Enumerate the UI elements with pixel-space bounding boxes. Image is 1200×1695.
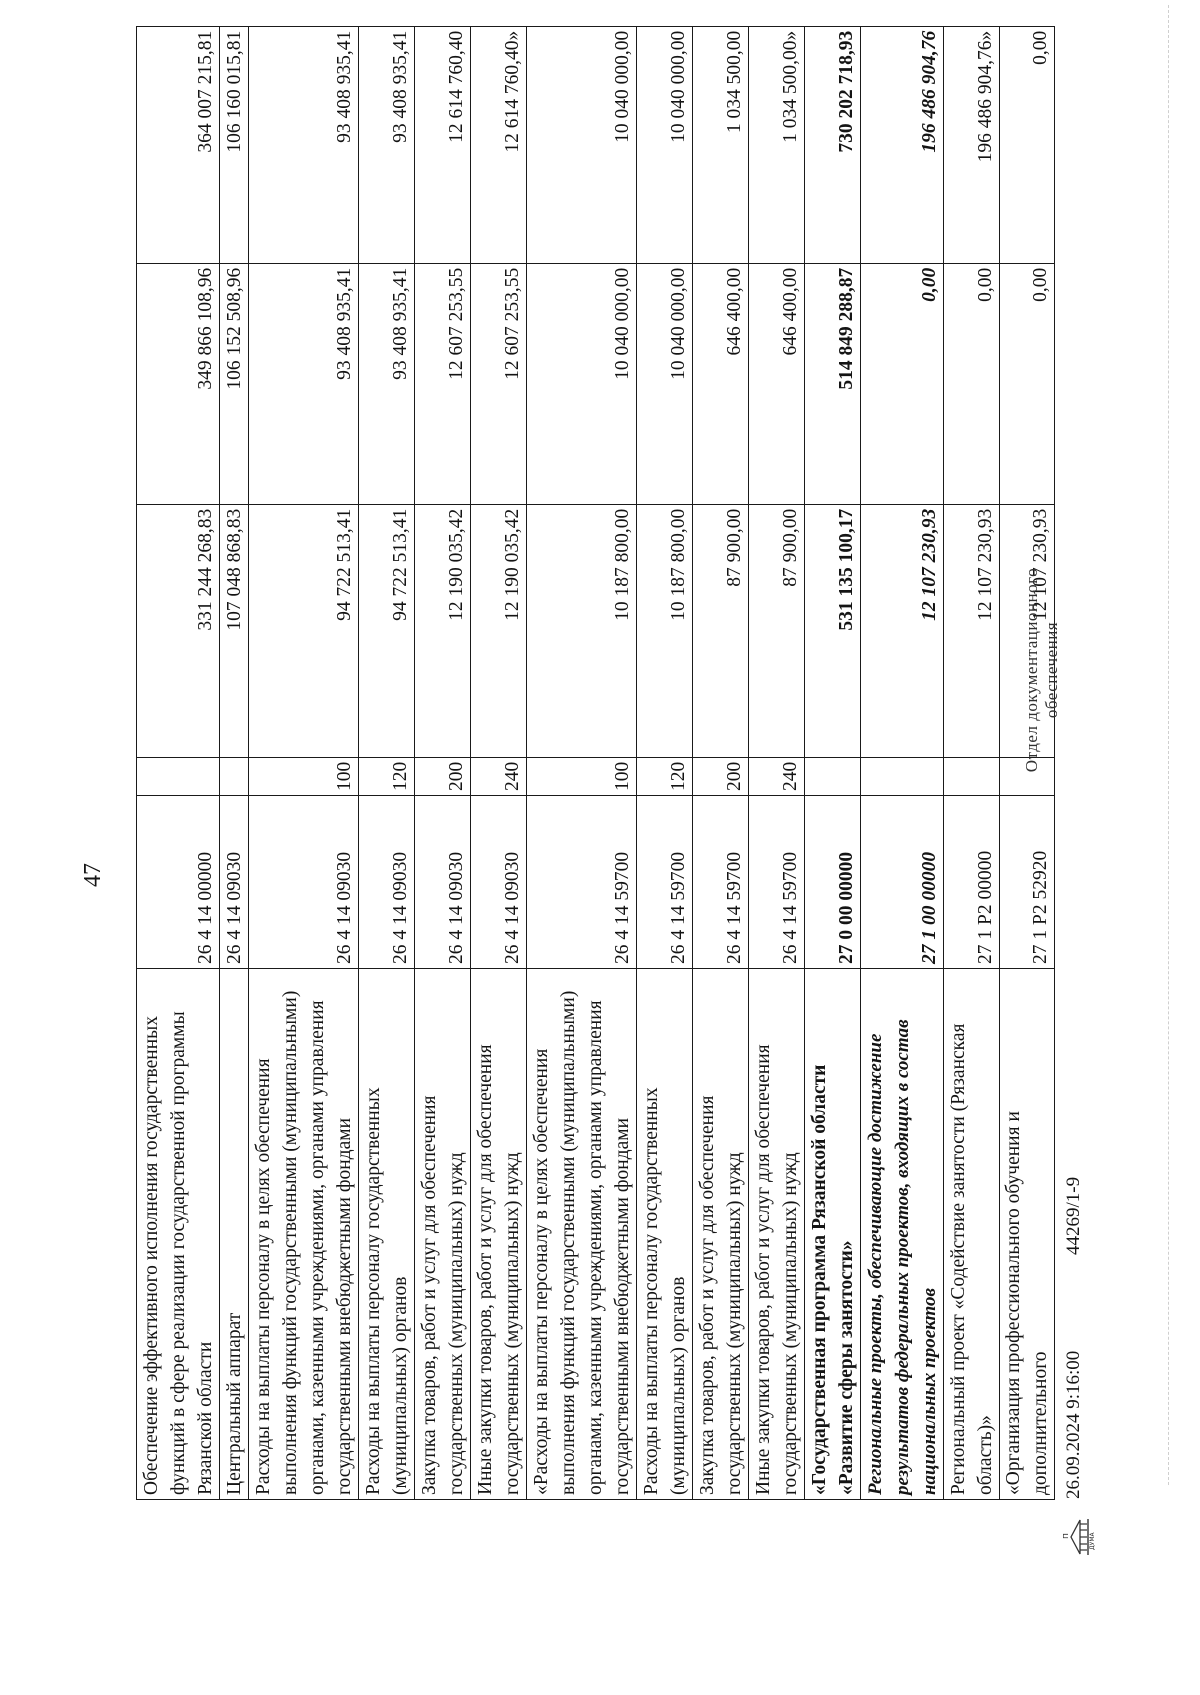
table-row xyxy=(137,26,220,1499)
row-value-2024-cell: 10 040 000,00 xyxy=(637,263,693,504)
row-vr-cell: 240 xyxy=(471,757,527,795)
stamp-line-1: Отдел документационного xyxy=(1022,567,1041,773)
table-row xyxy=(359,26,415,1499)
table-row xyxy=(415,26,471,1499)
row-value-2025-cell: 12 614 760,40» xyxy=(471,26,527,263)
row-name-cell: Обеспечение эффективного исполнения государственных функций в сфере реализации государственной программы Рязанской области xyxy=(137,969,220,1500)
row-code-cell: 26 4 14 59700 xyxy=(527,796,637,969)
row-value-2024-cell: 106 152 508,96 xyxy=(220,263,249,504)
row-value-2025-cell: 0,00 xyxy=(1000,26,1055,263)
row-value-2025-cell: 93 408 935,41 xyxy=(359,26,415,263)
row-vr-cell: 100 xyxy=(249,757,359,795)
table-row xyxy=(805,26,861,1499)
row-value-2023-cell: 87 900,00 xyxy=(693,504,749,757)
table-row xyxy=(749,26,805,1499)
row-value-2024-cell: 0,00 xyxy=(1000,263,1055,504)
duma-building-emblem-icon xyxy=(1060,1514,1094,1560)
row-name-cell: Центральный аппарат xyxy=(220,969,249,1500)
row-name-cell: Закупка товаров, работ и услуг для обеспечения государственных (муниципальных) нужд xyxy=(693,969,749,1500)
row-value-2024-cell: 12 607 253,55 xyxy=(415,263,471,504)
row-value-2023-cell: 12 190 035,42 xyxy=(415,504,471,757)
row-value-2024-cell: 514 849 288,87 xyxy=(805,263,861,504)
row-code-cell: 26 4 14 09030 xyxy=(471,796,527,969)
row-vr-cell xyxy=(861,757,944,795)
row-value-2023-cell: 531 135 100,17 xyxy=(805,504,861,757)
row-value-2024-cell: 646 400,00 xyxy=(749,263,805,504)
row-vr-cell xyxy=(137,757,220,795)
row-vr-cell: 120 xyxy=(359,757,415,795)
row-value-2025-cell: 196 486 904,76 xyxy=(861,26,944,263)
row-code-cell: 26 4 14 09030 xyxy=(249,796,359,969)
row-vr-cell: 100 xyxy=(527,757,637,795)
row-vr-cell xyxy=(944,757,1000,795)
row-value-2025-cell: 93 408 935,41 xyxy=(249,26,359,263)
row-vr-cell: 120 xyxy=(637,757,693,795)
row-value-2025-cell: 10 040 000,00 xyxy=(637,26,693,263)
row-name-cell: Региональные проекты, обеспечивающие достижение результатов федеральных проектов, входящих в состав национальных проектов xyxy=(861,969,944,1500)
row-value-2023-cell: 12 107 230,93 xyxy=(861,504,944,757)
stamp-line-2: обеспечения xyxy=(1042,621,1061,719)
row-value-2025-cell: 364 007 215,81 xyxy=(137,26,220,263)
row-name-cell: Иные закупки товаров, работ и услуг для обеспечения государственных (муниципальных) нужд xyxy=(471,969,527,1500)
row-value-2023-cell: 94 722 513,41 xyxy=(359,504,415,757)
page-number: 47 xyxy=(80,863,106,887)
table-row xyxy=(944,26,1000,1499)
office-stamp xyxy=(1022,500,1062,840)
budget-table-body xyxy=(137,26,1055,1499)
table-row xyxy=(527,26,637,1499)
row-value-2025-cell: 730 202 718,93 xyxy=(805,26,861,263)
table-row xyxy=(861,26,944,1499)
row-vr-cell: 200 xyxy=(693,757,749,795)
row-name-cell: Закупка товаров, работ и услуг для обеспечения государственных (муниципальных) нужд xyxy=(415,969,471,1500)
row-value-2025-cell: 1 034 500,00 xyxy=(693,26,749,263)
row-code-cell: 26 4 14 59700 xyxy=(637,796,693,969)
row-value-2025-cell: 106 160 015,81 xyxy=(220,26,249,263)
emblem-letter: п xyxy=(1061,1533,1071,1539)
emblem-caption: ДУМА xyxy=(1089,1532,1096,1550)
row-value-2024-cell: 0,00 xyxy=(944,263,1000,504)
row-code-cell: 26 4 14 09030 xyxy=(359,796,415,969)
footer-doc-number: 44269/1-9 xyxy=(1063,1176,1084,1255)
row-name-cell: Расходы на выплаты персоналу в целях обеспечения выполнения функций государственными (муниципальными) органами, казенными учреждениями, органами управления государственными внебюджетными фондами xyxy=(249,969,359,1500)
row-value-2023-cell: 10 187 800,00 xyxy=(527,504,637,757)
row-value-2025-cell: 1 034 500,00» xyxy=(749,26,805,263)
row-value-2024-cell: 349 866 108,96 xyxy=(137,263,220,504)
row-value-2025-cell: 12 614 760,40 xyxy=(415,26,471,263)
table-row xyxy=(693,26,749,1499)
row-vr-cell: 200 xyxy=(415,757,471,795)
row-code-cell: 26 4 14 59700 xyxy=(693,796,749,969)
row-value-2024-cell: 646 400,00 xyxy=(693,263,749,504)
budget-table xyxy=(136,26,1055,1500)
row-code-cell: 27 1 00 00000 xyxy=(861,796,944,969)
row-value-2023-cell: 94 722 513,41 xyxy=(249,504,359,757)
row-value-2024-cell: 10 040 000,00 xyxy=(527,263,637,504)
row-code-cell: 26 4 14 00000 xyxy=(137,796,220,969)
row-code-cell: 27 0 00 00000 xyxy=(805,796,861,969)
row-value-2024-cell: 93 408 935,41 xyxy=(359,263,415,504)
row-code-cell: 26 4 14 59700 xyxy=(749,796,805,969)
row-code-cell: 27 1 P2 00000 xyxy=(944,796,1000,969)
table-row xyxy=(471,26,527,1499)
row-name-cell: «Государственная программа Рязанской области «Развитие сферы занятости» xyxy=(805,969,861,1500)
row-value-2023-cell: 12 190 035,42 xyxy=(471,504,527,757)
row-name-cell: «Расходы на выплаты персоналу в целях обеспечения выполнения функций государственными (муниципальными) органами, казенными учреждениями, органами управления государственными внебюджетными фондами xyxy=(527,969,637,1500)
row-value-2024-cell: 12 607 253,55 xyxy=(471,263,527,504)
row-value-2025-cell: 10 040 000,00 xyxy=(527,26,637,263)
row-code-cell: 26 4 14 09030 xyxy=(220,796,249,969)
row-value-2023-cell: 12 107 230,93 xyxy=(1000,504,1055,757)
row-vr-cell xyxy=(220,757,249,795)
row-value-2024-cell: 0,00 xyxy=(861,263,944,504)
row-value-2024-cell: 93 408 935,41 xyxy=(249,263,359,504)
row-vr-cell: 240 xyxy=(749,757,805,795)
footer-date: 26.09.2024 9:16:00 xyxy=(1063,1350,1084,1499)
row-code-cell: 26 4 14 09030 xyxy=(415,796,471,969)
table-row xyxy=(220,26,249,1499)
row-name-cell: Региональный проект «Содействие занятости (Рязанская область)» xyxy=(944,969,1000,1500)
row-name-cell: Расходы на выплаты персоналу государственных (муниципальных) органов xyxy=(637,969,693,1500)
row-name-cell: Иные закупки товаров, работ и услуг для обеспечения государственных (муниципальных) нужд xyxy=(749,969,805,1500)
row-value-2023-cell: 12 107 230,93 xyxy=(944,504,1000,757)
row-value-2023-cell: 10 187 800,00 xyxy=(637,504,693,757)
row-name-cell: «Организация профессионального обучения и дополнительного xyxy=(1000,969,1055,1500)
row-value-2023-cell: 331 244 268,83 xyxy=(137,504,220,757)
row-value-2023-cell: 87 900,00 xyxy=(749,504,805,757)
row-name-cell: Расходы на выплаты персоналу государственных (муниципальных) органов xyxy=(359,969,415,1500)
row-vr-cell xyxy=(805,757,861,795)
table-row xyxy=(249,26,359,1499)
row-code-cell: 27 1 P2 52920 xyxy=(1000,796,1055,969)
row-value-2025-cell: 196 486 904,76» xyxy=(944,26,1000,263)
scan-artifact-line xyxy=(1168,5,1169,1485)
table-row xyxy=(637,26,693,1499)
row-value-2023-cell: 107 048 868,83 xyxy=(220,504,249,757)
